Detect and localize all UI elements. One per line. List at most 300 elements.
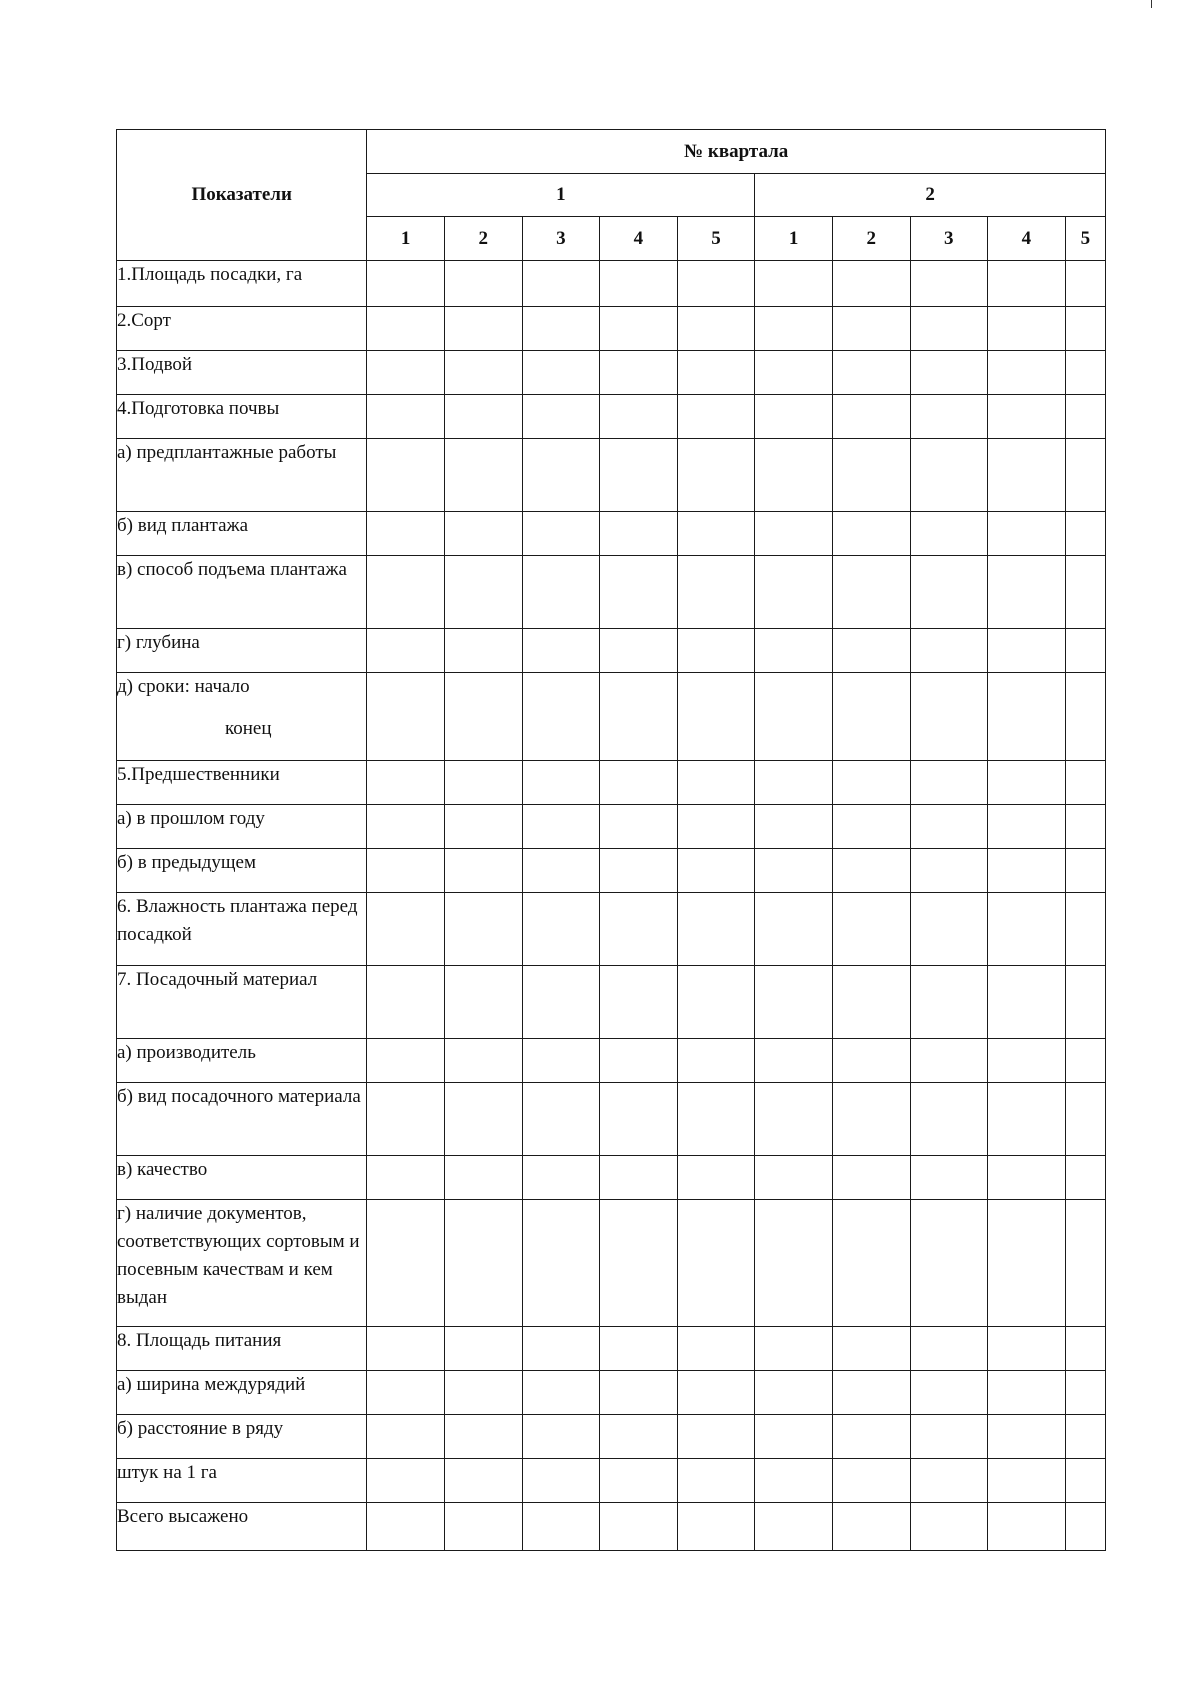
entry-cell-q1-3[interactable] xyxy=(522,966,600,1039)
entry-cell-q2-2[interactable] xyxy=(832,1503,910,1551)
entry-cell-q2-5[interactable] xyxy=(1065,673,1105,761)
entry-cell-q2-1[interactable] xyxy=(755,1503,833,1551)
table-row xyxy=(117,1371,1106,1415)
entry-cell-q1-4[interactable] xyxy=(600,966,678,1039)
entry-cell-q1-3[interactable] xyxy=(522,556,600,629)
entry-cell-q2-5[interactable] xyxy=(1065,512,1105,556)
entry-cell-q2-5[interactable] xyxy=(1065,1039,1105,1083)
entry-cell-q1-4[interactable] xyxy=(600,439,678,512)
entry-cell-q1-3[interactable] xyxy=(522,1083,600,1156)
table-row xyxy=(117,761,1106,805)
header-quarter-number: № квартала xyxy=(367,130,1106,174)
entry-cell-q2-2[interactable] xyxy=(832,307,910,351)
entry-cell-q2-5[interactable] xyxy=(1065,556,1105,629)
entry-cell-q2-4[interactable] xyxy=(988,1459,1066,1503)
table-row xyxy=(117,805,1106,849)
entry-cell-q2-3[interactable] xyxy=(910,629,988,673)
entry-cell-q1-1[interactable] xyxy=(367,1083,445,1156)
row-label-text: 3.Подвой xyxy=(117,354,193,375)
entry-cell-q1-3[interactable] xyxy=(522,1459,600,1503)
entry-cell-q2-4[interactable] xyxy=(988,351,1066,395)
row-label-text: Всего высажено xyxy=(117,1506,249,1527)
entry-cell-q2-1[interactable] xyxy=(755,805,833,849)
row-label-text: в) качество xyxy=(117,1159,208,1180)
header-q1-col-2: 2 xyxy=(444,217,522,261)
entry-cell-q2-1[interactable] xyxy=(755,629,833,673)
entry-cell-q2-5[interactable] xyxy=(1065,1083,1105,1156)
entry-cell-q1-2[interactable] xyxy=(444,1083,522,1156)
entry-cell-q2-1[interactable] xyxy=(755,395,833,439)
entry-cell-q1-3[interactable] xyxy=(522,261,600,307)
entry-cell-q2-2[interactable] xyxy=(832,1156,910,1200)
entry-cell-q1-4[interactable] xyxy=(600,1503,678,1551)
entry-cell-q2-4[interactable] xyxy=(988,1039,1066,1083)
table-row xyxy=(117,307,1106,351)
row-label-text: 5.Предшественники xyxy=(117,764,280,785)
entry-cell-q2-5[interactable] xyxy=(1065,1503,1105,1551)
entry-cell-q1-5[interactable] xyxy=(677,1327,755,1371)
entry-cell-q1-3[interactable] xyxy=(522,395,600,439)
entry-cell-q1-5[interactable] xyxy=(677,1459,755,1503)
entry-cell-q1-3[interactable] xyxy=(522,629,600,673)
entry-cell-q2-3[interactable] xyxy=(910,1200,988,1327)
entry-cell-q1-3[interactable] xyxy=(522,1200,600,1327)
entry-cell-q2-5[interactable] xyxy=(1065,395,1105,439)
table-row xyxy=(117,893,1106,966)
entry-cell-q2-3[interactable] xyxy=(910,673,988,761)
entry-cell-q2-5[interactable] xyxy=(1065,629,1105,673)
entry-cell-q2-3[interactable] xyxy=(910,395,988,439)
entry-cell-q1-3[interactable] xyxy=(522,849,600,893)
row-label xyxy=(117,761,367,805)
entry-cell-q2-3[interactable] xyxy=(910,261,988,307)
entry-cell-q1-1[interactable] xyxy=(367,1327,445,1371)
entry-cell-q1-1[interactable] xyxy=(367,1503,445,1551)
entry-cell-q1-1[interactable] xyxy=(367,761,445,805)
entry-cell-q1-2[interactable] xyxy=(444,1371,522,1415)
row-label-text: д) сроки: начало xyxy=(117,676,250,697)
header-q2-col-4: 4 xyxy=(988,217,1066,261)
entry-cell-q2-3[interactable] xyxy=(910,556,988,629)
entry-cell-q2-2[interactable] xyxy=(832,261,910,307)
entry-cell-q2-4[interactable] xyxy=(988,556,1066,629)
entry-cell-q1-5[interactable] xyxy=(677,1371,755,1415)
entry-cell-q2-5[interactable] xyxy=(1065,439,1105,512)
entry-cell-q1-2[interactable] xyxy=(444,556,522,629)
entry-cell-q1-4[interactable] xyxy=(600,1200,678,1327)
entry-cell-q2-1[interactable] xyxy=(755,1371,833,1415)
entry-cell-q1-4[interactable] xyxy=(600,512,678,556)
entry-cell-q1-5[interactable] xyxy=(677,395,755,439)
entry-cell-q2-4[interactable] xyxy=(988,395,1066,439)
entry-cell-q1-2[interactable] xyxy=(444,307,522,351)
entry-cell-q2-3[interactable] xyxy=(910,1371,988,1415)
entry-cell-q2-1[interactable] xyxy=(755,966,833,1039)
entry-cell-q1-5[interactable] xyxy=(677,805,755,849)
entry-cell-q2-2[interactable] xyxy=(832,395,910,439)
entry-cell-q2-1[interactable] xyxy=(755,1327,833,1371)
entry-cell-q1-1[interactable] xyxy=(367,1039,445,1083)
entry-cell-q2-5[interactable] xyxy=(1065,761,1105,805)
row-label-text: 1.Площадь посадки, га xyxy=(117,264,303,285)
entry-cell-q2-5[interactable] xyxy=(1065,1200,1105,1327)
row-label xyxy=(117,307,367,351)
entry-cell-q1-3[interactable] xyxy=(522,307,600,351)
entry-cell-q1-4[interactable] xyxy=(600,351,678,395)
entry-cell-q2-3[interactable] xyxy=(910,805,988,849)
entry-cell-q1-5[interactable] xyxy=(677,966,755,1039)
table-row xyxy=(117,556,1106,629)
entry-cell-q2-3[interactable] xyxy=(910,1415,988,1459)
entry-cell-q2-1[interactable] xyxy=(755,1459,833,1503)
entry-cell-q2-3[interactable] xyxy=(910,1039,988,1083)
entry-cell-q2-1[interactable] xyxy=(755,556,833,629)
entry-cell-q1-5[interactable] xyxy=(677,351,755,395)
row-label-text: 4.Подготовка почвы xyxy=(117,398,280,419)
entry-cell-q1-3[interactable] xyxy=(522,512,600,556)
entry-cell-q1-1[interactable] xyxy=(367,1200,445,1327)
entry-cell-q1-2[interactable] xyxy=(444,395,522,439)
entry-cell-q2-5[interactable] xyxy=(1065,1459,1105,1503)
entry-cell-q1-3[interactable] xyxy=(522,893,600,966)
entry-cell-q1-4[interactable] xyxy=(600,1371,678,1415)
row-label-text: 8. Площадь питания xyxy=(117,1330,282,1351)
header-q1-col-3: 3 xyxy=(522,217,600,261)
entry-cell-q2-2[interactable] xyxy=(832,673,910,761)
row-label xyxy=(117,1156,367,1200)
entry-cell-q1-2[interactable] xyxy=(444,1459,522,1503)
entry-cell-q2-1[interactable] xyxy=(755,1415,833,1459)
entry-cell-q2-5[interactable] xyxy=(1065,1156,1105,1200)
row-label xyxy=(117,512,367,556)
entry-cell-q2-2[interactable] xyxy=(832,629,910,673)
entry-cell-q1-3[interactable] xyxy=(522,805,600,849)
header-q2-col-2: 2 xyxy=(832,217,910,261)
entry-cell-q2-2[interactable] xyxy=(832,761,910,805)
entry-cell-q1-1[interactable] xyxy=(367,1156,445,1200)
entry-cell-q1-3[interactable] xyxy=(522,761,600,805)
entry-cell-q2-4[interactable] xyxy=(988,307,1066,351)
entry-cell-q1-1[interactable] xyxy=(367,1459,445,1503)
row-label-text: б) вид плантажа xyxy=(117,515,249,536)
entry-cell-q1-3[interactable] xyxy=(522,673,600,761)
entry-cell-q1-4[interactable] xyxy=(600,893,678,966)
row-label-text: штук на 1 га xyxy=(117,1462,217,1483)
entry-cell-q2-4[interactable] xyxy=(988,1371,1066,1415)
header-quarter-1: 1 xyxy=(367,174,755,217)
entry-cell-q1-4[interactable] xyxy=(600,1459,678,1503)
entry-cell-q2-2[interactable] xyxy=(832,351,910,395)
row-label-text: 2.Сорт xyxy=(117,310,171,331)
table-row xyxy=(117,629,1106,673)
row-label-text: б) в предыдущем xyxy=(117,852,257,873)
entry-cell-q1-4[interactable] xyxy=(600,1415,678,1459)
table-row xyxy=(117,439,1106,512)
entry-cell-q2-2[interactable] xyxy=(832,512,910,556)
entry-cell-q1-2[interactable] xyxy=(444,673,522,761)
entry-cell-q2-3[interactable] xyxy=(910,849,988,893)
entry-cell-q1-1[interactable] xyxy=(367,1415,445,1459)
table-row xyxy=(117,1039,1106,1083)
row-label xyxy=(117,849,367,893)
entry-cell-q2-4[interactable] xyxy=(988,1156,1066,1200)
entry-cell-q2-5[interactable] xyxy=(1065,966,1105,1039)
row-label xyxy=(117,351,367,395)
entry-cell-q1-5[interactable] xyxy=(677,893,755,966)
table-row xyxy=(117,1503,1106,1551)
entry-cell-q1-5[interactable] xyxy=(677,1503,755,1551)
entry-cell-q1-4[interactable] xyxy=(600,556,678,629)
table-row xyxy=(117,849,1106,893)
entry-cell-q2-3[interactable] xyxy=(910,1327,988,1371)
row-label-text: а) в прошлом году xyxy=(117,808,265,829)
entry-cell-q1-2[interactable] xyxy=(444,805,522,849)
entry-cell-q1-5[interactable] xyxy=(677,761,755,805)
entry-cell-q2-5[interactable] xyxy=(1065,351,1105,395)
entry-cell-q2-2[interactable] xyxy=(832,966,910,1039)
entry-cell-q2-5[interactable] xyxy=(1065,1327,1105,1371)
row-label xyxy=(117,1039,367,1083)
entry-cell-q2-4[interactable] xyxy=(988,966,1066,1039)
entry-cell-q1-5[interactable] xyxy=(677,1415,755,1459)
entry-cell-q1-2[interactable] xyxy=(444,1327,522,1371)
header-indicators: Показатели xyxy=(117,130,367,261)
entry-cell-q1-3[interactable] xyxy=(522,351,600,395)
header-q1-col-5: 5 xyxy=(677,217,755,261)
row-label xyxy=(117,1459,367,1503)
entry-cell-q2-4[interactable] xyxy=(988,261,1066,307)
entry-cell-q1-2[interactable] xyxy=(444,966,522,1039)
table-row xyxy=(117,351,1106,395)
entry-cell-q1-1[interactable] xyxy=(367,307,445,351)
table-row xyxy=(117,512,1106,556)
planting-form-table xyxy=(116,129,1106,1551)
entry-cell-q1-3[interactable] xyxy=(522,1371,600,1415)
table-row xyxy=(117,1156,1106,1200)
entry-cell-q1-4[interactable] xyxy=(600,673,678,761)
entry-cell-q2-4[interactable] xyxy=(988,849,1066,893)
entry-cell-q1-4[interactable] xyxy=(600,849,678,893)
row-label xyxy=(117,556,367,629)
entry-cell-q1-2[interactable] xyxy=(444,1200,522,1327)
entry-cell-q2-5[interactable] xyxy=(1065,261,1105,307)
entry-cell-q2-4[interactable] xyxy=(988,512,1066,556)
table-row xyxy=(117,673,1106,761)
entry-cell-q2-5[interactable] xyxy=(1065,1371,1105,1415)
entry-cell-q2-4[interactable] xyxy=(988,1327,1066,1371)
entry-cell-q1-4[interactable] xyxy=(600,1156,678,1200)
entry-cell-q1-2[interactable] xyxy=(444,1039,522,1083)
entry-cell-q2-3[interactable] xyxy=(910,512,988,556)
entry-cell-q2-4[interactable] xyxy=(988,1083,1066,1156)
entry-cell-q1-1[interactable] xyxy=(367,351,445,395)
entry-cell-q2-3[interactable] xyxy=(910,1503,988,1551)
entry-cell-q2-2[interactable] xyxy=(832,556,910,629)
entry-cell-q1-1[interactable] xyxy=(367,849,445,893)
entry-cell-q1-3[interactable] xyxy=(522,1415,600,1459)
entry-cell-q1-2[interactable] xyxy=(444,1415,522,1459)
entry-cell-q1-2[interactable] xyxy=(444,261,522,307)
entry-cell-q2-5[interactable] xyxy=(1065,307,1105,351)
entry-cell-q2-4[interactable] xyxy=(988,893,1066,966)
entry-cell-q1-5[interactable] xyxy=(677,439,755,512)
entry-cell-q1-2[interactable] xyxy=(444,893,522,966)
entry-cell-q2-4[interactable] xyxy=(988,805,1066,849)
row-label-subtext: конец xyxy=(225,718,272,739)
entry-cell-q1-3[interactable] xyxy=(522,1156,600,1200)
entry-cell-q1-5[interactable] xyxy=(677,1039,755,1083)
entry-cell-q1-2[interactable] xyxy=(444,1503,522,1551)
entry-cell-q1-4[interactable] xyxy=(600,1039,678,1083)
entry-cell-q2-2[interactable] xyxy=(832,1459,910,1503)
entry-cell-q1-4[interactable] xyxy=(600,395,678,439)
entry-cell-q2-5[interactable] xyxy=(1065,1415,1105,1459)
entry-cell-q2-4[interactable] xyxy=(988,629,1066,673)
entry-cell-q2-1[interactable] xyxy=(755,673,833,761)
header-q2-col-5: 5 xyxy=(1065,217,1105,261)
entry-cell-q2-4[interactable] xyxy=(988,439,1066,512)
entry-cell-q2-2[interactable] xyxy=(832,805,910,849)
entry-cell-q2-3[interactable] xyxy=(910,351,988,395)
row-label xyxy=(117,395,367,439)
entry-cell-q2-3[interactable] xyxy=(910,893,988,966)
entry-cell-q2-2[interactable] xyxy=(832,439,910,512)
entry-cell-q1-5[interactable] xyxy=(677,307,755,351)
entry-cell-q1-2[interactable] xyxy=(444,1156,522,1200)
header-q1-col-1: 1 xyxy=(367,217,445,261)
entry-cell-q1-2[interactable] xyxy=(444,512,522,556)
entry-cell-q1-1[interactable] xyxy=(367,1371,445,1415)
row-label-text: 7. Посадочный материал xyxy=(117,969,318,990)
scan-edge-mark xyxy=(1151,0,1152,8)
entry-cell-q1-4[interactable] xyxy=(600,1327,678,1371)
entry-cell-q1-1[interactable] xyxy=(367,439,445,512)
row-label-text: в) способ подъема плантажа xyxy=(117,559,347,580)
entry-cell-q1-4[interactable] xyxy=(600,261,678,307)
entry-cell-q1-5[interactable] xyxy=(677,849,755,893)
entry-cell-q1-5[interactable] xyxy=(677,512,755,556)
entry-cell-q2-1[interactable] xyxy=(755,351,833,395)
entry-cell-q2-3[interactable] xyxy=(910,1156,988,1200)
row-label xyxy=(117,1327,367,1371)
entry-cell-q1-3[interactable] xyxy=(522,439,600,512)
row-label xyxy=(117,673,367,761)
entry-cell-q2-3[interactable] xyxy=(910,1083,988,1156)
row-label xyxy=(117,966,367,1039)
entry-cell-q2-2[interactable] xyxy=(832,1200,910,1327)
entry-cell-q1-5[interactable] xyxy=(677,673,755,761)
entry-cell-q1-5[interactable] xyxy=(677,1083,755,1156)
entry-cell-q2-4[interactable] xyxy=(988,1415,1066,1459)
entry-cell-q1-1[interactable] xyxy=(367,629,445,673)
entry-cell-q1-1[interactable] xyxy=(367,512,445,556)
entry-cell-q1-4[interactable] xyxy=(600,629,678,673)
entry-cell-q2-4[interactable] xyxy=(988,673,1066,761)
entry-cell-q2-1[interactable] xyxy=(755,761,833,805)
entry-cell-q1-2[interactable] xyxy=(444,849,522,893)
entry-cell-q2-1[interactable] xyxy=(755,1083,833,1156)
entry-cell-q2-5[interactable] xyxy=(1065,805,1105,849)
entry-cell-q1-3[interactable] xyxy=(522,1327,600,1371)
entry-cell-q1-4[interactable] xyxy=(600,307,678,351)
entry-cell-q2-1[interactable] xyxy=(755,893,833,966)
entry-cell-q1-2[interactable] xyxy=(444,629,522,673)
entry-cell-q1-4[interactable] xyxy=(600,1083,678,1156)
row-label xyxy=(117,1415,367,1459)
entry-cell-q1-1[interactable] xyxy=(367,261,445,307)
row-label-text: а) предплантажные работы xyxy=(117,442,337,463)
entry-cell-q2-2[interactable] xyxy=(832,1371,910,1415)
entry-cell-q1-2[interactable] xyxy=(444,351,522,395)
entry-cell-q2-1[interactable] xyxy=(755,1156,833,1200)
row-label-text: а) ширина междурядий xyxy=(117,1374,306,1395)
table-row xyxy=(117,1200,1106,1327)
entry-cell-q2-3[interactable] xyxy=(910,761,988,805)
entry-cell-q2-3[interactable] xyxy=(910,439,988,512)
entry-cell-q1-1[interactable] xyxy=(367,673,445,761)
entry-cell-q2-1[interactable] xyxy=(755,261,833,307)
entry-cell-q1-5[interactable] xyxy=(677,556,755,629)
entry-cell-q1-1[interactable] xyxy=(367,395,445,439)
row-label xyxy=(117,1371,367,1415)
row-label-text: б) вид посадочного материала xyxy=(117,1086,361,1107)
row-label xyxy=(117,629,367,673)
entry-cell-q2-4[interactable] xyxy=(988,761,1066,805)
entry-cell-q1-1[interactable] xyxy=(367,966,445,1039)
entry-cell-q2-5[interactable] xyxy=(1065,893,1105,966)
entry-cell-q1-5[interactable] xyxy=(677,1156,755,1200)
entry-cell-q2-1[interactable] xyxy=(755,439,833,512)
row-label xyxy=(117,805,367,849)
entry-cell-q2-2[interactable] xyxy=(832,1083,910,1156)
entry-cell-q2-2[interactable] xyxy=(832,849,910,893)
entry-cell-q2-4[interactable] xyxy=(988,1200,1066,1327)
entry-cell-q2-2[interactable] xyxy=(832,893,910,966)
entry-cell-q2-3[interactable] xyxy=(910,966,988,1039)
entry-cell-q1-5[interactable] xyxy=(677,1200,755,1327)
entry-cell-q2-1[interactable] xyxy=(755,1200,833,1327)
entry-cell-q2-2[interactable] xyxy=(832,1039,910,1083)
entry-cell-q2-1[interactable] xyxy=(755,307,833,351)
entry-cell-q1-3[interactable] xyxy=(522,1503,600,1551)
entry-cell-q1-1[interactable] xyxy=(367,556,445,629)
entry-cell-q1-4[interactable] xyxy=(600,761,678,805)
entry-cell-q2-3[interactable] xyxy=(910,1459,988,1503)
entry-cell-q2-2[interactable] xyxy=(832,1415,910,1459)
entry-cell-q2-2[interactable] xyxy=(832,1327,910,1371)
entry-cell-q2-1[interactable] xyxy=(755,849,833,893)
entry-cell-q1-1[interactable] xyxy=(367,893,445,966)
row-label-text: г) глубина xyxy=(117,632,200,653)
entry-cell-q2-4[interactable] xyxy=(988,1503,1066,1551)
entry-cell-q1-2[interactable] xyxy=(444,439,522,512)
row-label xyxy=(117,1083,367,1156)
entry-cell-q1-2[interactable] xyxy=(444,761,522,805)
header-q2-col-1: 1 xyxy=(755,217,833,261)
entry-cell-q2-1[interactable] xyxy=(755,512,833,556)
entry-cell-q1-4[interactable] xyxy=(600,805,678,849)
entry-cell-q2-1[interactable] xyxy=(755,1039,833,1083)
entry-cell-q2-3[interactable] xyxy=(910,307,988,351)
table-row xyxy=(117,1415,1106,1459)
entry-cell-q2-5[interactable] xyxy=(1065,849,1105,893)
table-row xyxy=(117,261,1106,307)
table-row xyxy=(117,1327,1106,1371)
entry-cell-q1-3[interactable] xyxy=(522,1039,600,1083)
entry-cell-q1-1[interactable] xyxy=(367,805,445,849)
entry-cell-q1-5[interactable] xyxy=(677,261,755,307)
entry-cell-q1-5[interactable] xyxy=(677,629,755,673)
